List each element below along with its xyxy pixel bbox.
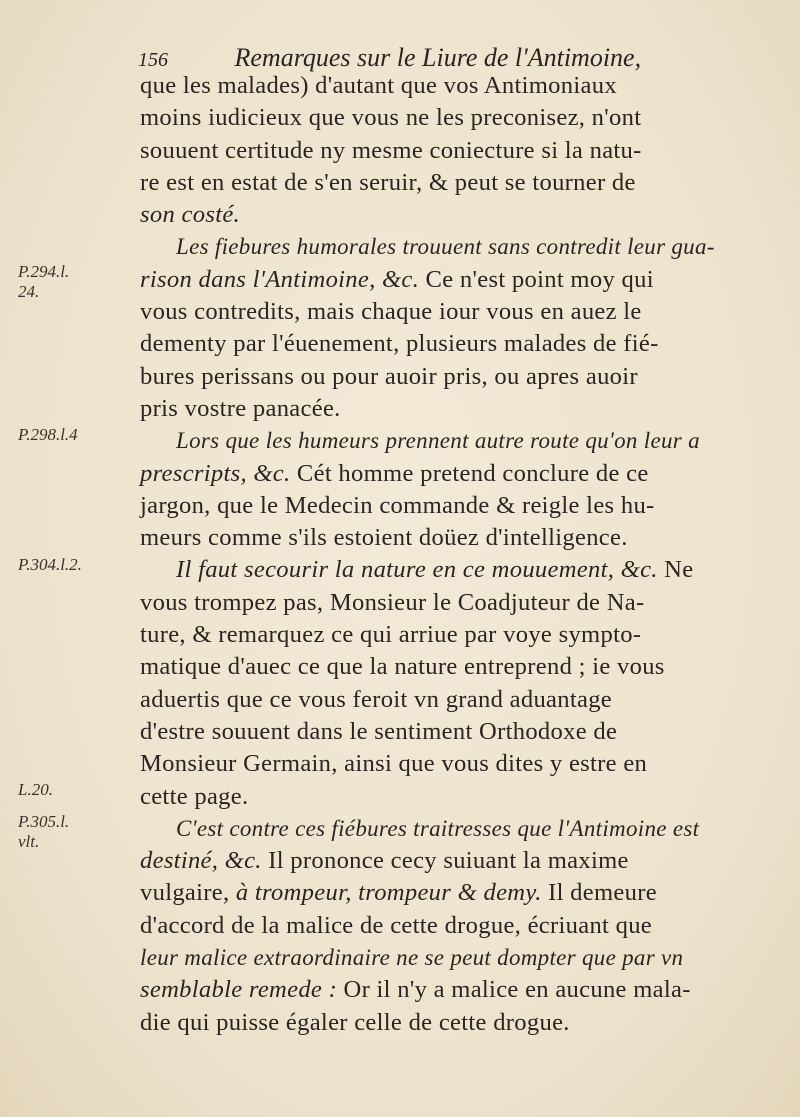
- text-line: moins iudicieux que vous ne les preconisez, n'ont: [140, 104, 642, 132]
- text-line: aduertis que ce vous feroit vn grand aduantage: [140, 685, 613, 713]
- text-line: bures perissans ou pour auoir pris, ou apres auoir: [140, 362, 638, 390]
- text-line: meurs comme s'ils estoient doüez d'intelligence.: [140, 524, 628, 552]
- running-title: Remarques sur le Liure de l'Antimoine,: [234, 43, 642, 72]
- text-fragment: Or il n'y a malice en aucune mala-: [337, 976, 691, 1004]
- margin-note: P.304.l.2.: [18, 555, 82, 574]
- body-text: [140, 70, 745, 1039]
- text-line: que les malades) d'autant que vos Antimoniaux: [140, 72, 617, 99]
- text-line: souuent certitude ny mesme coniecture si la natu-: [140, 136, 642, 164]
- text-line: vous trompez pas, Monsieur le Coadjuteur de Na-: [140, 588, 645, 616]
- text-fragment: vulgaire,: [140, 879, 236, 907]
- text-fragment: Ce n'est point moy qui: [419, 265, 654, 293]
- text-line: d'accord de la malice de cette drogue, écriuant que: [140, 911, 653, 939]
- quoted-fragment: destiné, &c.: [140, 847, 262, 875]
- text-line: [140, 877, 745, 909]
- quoted-line: Les fiebures humorales trouuent sans contredit leur gua-: [176, 234, 715, 260]
- margin-note: L.20.: [18, 780, 53, 799]
- margin-note: P.298.l.4: [18, 425, 78, 444]
- text-line: re est en estat de s'en seruir, & peut se tourner de: [140, 168, 636, 196]
- text-line: matique d'auec ce que la nature entreprend ; ie vous: [140, 653, 665, 681]
- quoted-fragment: rison dans l'Antimoine, &c.: [140, 265, 420, 293]
- text-line: [140, 458, 745, 490]
- text-line: [140, 264, 745, 296]
- margin-note: P.294.l. 24.: [18, 262, 70, 301]
- text-line: d'estre souuent dans le sentiment Orthodoxe de: [140, 717, 618, 745]
- page-number: 156: [138, 49, 168, 71]
- text-line: [140, 554, 745, 586]
- text-line: pris vostre panacée.: [140, 394, 341, 422]
- quoted-line: leur malice extraordinaire ne se peut dompter que par vn: [140, 945, 684, 971]
- text-fragment: Il prononce cecy suiuant la maxime: [261, 847, 629, 875]
- text-line: [140, 845, 745, 877]
- text-line: Monsieur Germain, ainsi que vous dites y estre en: [140, 750, 648, 778]
- text-line: dementy par l'éuenement, plusieurs malades de fié-: [140, 330, 659, 358]
- quoted-fragment: semblable remede :: [140, 976, 338, 1004]
- text-line: vous contredits, mais chaque iour vous en auez le: [140, 298, 642, 326]
- quoted-fragment: à trompeur, trompeur & demy.: [235, 879, 542, 907]
- quoted-fragment: prescripts, &c.: [140, 459, 291, 487]
- text-line: jargon, que le Medecin commande & reigle les hu-: [140, 491, 655, 519]
- quoted-line: Lors que les humeurs prennent autre route qu'on leur a: [176, 428, 700, 454]
- text-fragment: Il demeure: [541, 879, 657, 907]
- text-line: son costé.: [140, 201, 240, 229]
- text-fragment: Cét homme pretend conclure de ce: [290, 459, 649, 487]
- quoted-fragment: Il faut secourir la nature en ce mouuement, &c.: [176, 556, 658, 584]
- text-line: die qui puisse égaler celle de cette drogue.: [140, 1008, 570, 1036]
- text-line: [140, 974, 745, 1006]
- margin-note: P.305.l. vlt.: [18, 812, 70, 851]
- text-line: ture, & remarquez ce qui arriue par voye sympto-: [140, 621, 642, 649]
- text-fragment: Ne: [657, 556, 694, 584]
- quoted-line: C'est contre ces fiébures traitresses que l'Antimoine est: [176, 815, 700, 841]
- text-line: cette page.: [140, 782, 249, 810]
